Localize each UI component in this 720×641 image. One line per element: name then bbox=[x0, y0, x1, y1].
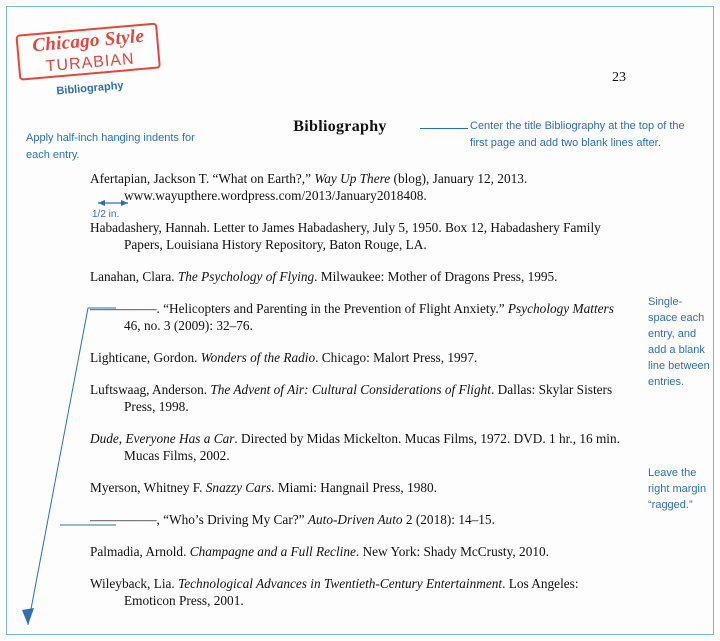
connector-line-title bbox=[420, 128, 468, 129]
stamp-note: Bibliography bbox=[55, 79, 125, 98]
page-title: Bibliography bbox=[293, 118, 387, 135]
entry-text-segment: (blog), January 12, 2013. www.wayupthere.wordpress.com/2013/January2018408. bbox=[124, 171, 528, 204]
chicago-style-stamp bbox=[14, 9, 176, 112]
bibliography-entry bbox=[90, 300, 630, 334]
entry-text-segment: Technological Advances in Twentieth-Century Entertainment bbox=[178, 576, 503, 592]
entry-text-segment: Snazzy Cars bbox=[205, 480, 272, 496]
bibliography-entry bbox=[90, 381, 630, 415]
entry-text-segment: . Miami: Hangnail Press, 1980. bbox=[271, 480, 437, 496]
bibliography-entry bbox=[90, 543, 630, 560]
stamp-subtitle: TURABIAN bbox=[45, 50, 136, 76]
annotation-single-space: Single-space each entry, and add a blank line between entries. bbox=[648, 296, 710, 388]
entry-text-segment: Way Up There bbox=[314, 171, 391, 186]
stamp-title: Chicago Style bbox=[31, 25, 145, 57]
entry-text-segment: —————. “Helicopters and Parenting in the Prevention of Flight Anxiety.” bbox=[90, 301, 508, 317]
bibliography-entry bbox=[90, 479, 630, 496]
entry-text-segment: The Advent of Air: Cultural Considerations of Flight bbox=[210, 382, 491, 398]
bibliography-entry bbox=[90, 219, 630, 253]
entry-text-segment: Lanahan, Clara. bbox=[90, 269, 178, 285]
entry-text-segment: Wonders of the Radio bbox=[200, 350, 316, 366]
entry-text-segment: Luftswaag, Anderson. bbox=[90, 382, 211, 398]
entry-text-segment: 2 (2018): 14–15. bbox=[402, 512, 495, 528]
entry-text-segment: Myerson, Whitney F. bbox=[90, 480, 206, 496]
entry-text-segment: . Milwaukee: Mother of Dragons Press, 1995. bbox=[314, 269, 558, 285]
annotation-hanging-indent: Apply half-inch hanging indents for each entry. bbox=[26, 132, 195, 161]
bibliography-entry bbox=[90, 575, 630, 609]
bibliography-entry bbox=[90, 511, 630, 528]
bibliography-entry bbox=[90, 268, 630, 285]
entry-text-segment: . Dallas: Skylar Sisters Press, 1998. bbox=[124, 382, 613, 415]
entry-text-segment: Palmadia, Arnold. bbox=[90, 544, 190, 560]
entry-text-segment: . New York: Shady McCrusty, 2010. bbox=[355, 544, 549, 560]
bibliography-entry bbox=[90, 349, 630, 366]
entry-text-segment: Psychology Matters bbox=[507, 301, 614, 317]
bibliography-entry bbox=[90, 170, 630, 204]
annotation-ragged-margin: Leave the right margin “ragged.” bbox=[648, 467, 707, 511]
entry-text-segment: Wileyback, Lia. bbox=[90, 576, 179, 592]
entry-text-segment: . Directed by Midas Mickelton. Mucas Films, 1972. DVD. 1 hr., 16 min. Mucas Films, 2002. bbox=[124, 431, 620, 464]
entry-text-segment: The Psychology of Flying bbox=[177, 269, 315, 285]
bibliography-entry bbox=[90, 430, 630, 464]
entry-text-segment: Afertapian, Jackson T. “What on Earth?,” bbox=[90, 171, 315, 186]
entry-text-segment: . Los Angeles: Emoticon Press, 2001. bbox=[124, 576, 579, 609]
entry-text-segment: Auto-Driven Auto bbox=[307, 512, 403, 528]
entry-text-segment: —————, “Who’s Driving My Car?” bbox=[90, 512, 308, 528]
entry-text-segment: Champagne and a Full Recline bbox=[189, 544, 356, 560]
page-number: 23 bbox=[612, 70, 626, 85]
entry-text-segment: . Chicago: Malort Press, 1997. bbox=[315, 350, 478, 366]
entry-text-segment: Habadashery, Hannah. Letter to James Habadashery, July 5, 1950. Box 12, Habadashery Family Papers, Louisiana History Repository, Baton Rouge, LA. bbox=[90, 220, 601, 253]
entry-text-segment: Lighticane, Gordon. bbox=[90, 350, 201, 366]
annotation-center-title: Center the title Bibliography at the top of the first page and add two blank lines after. bbox=[470, 120, 685, 149]
annotation-half-inch: 1/2 in. bbox=[92, 209, 120, 220]
bibliography-entry-list bbox=[90, 170, 630, 624]
entry-text-segment: 46, no. 3 (2009): 32–76. bbox=[124, 318, 253, 334]
entry-text-segment: Dude, Everyone Has a Car bbox=[90, 431, 235, 447]
